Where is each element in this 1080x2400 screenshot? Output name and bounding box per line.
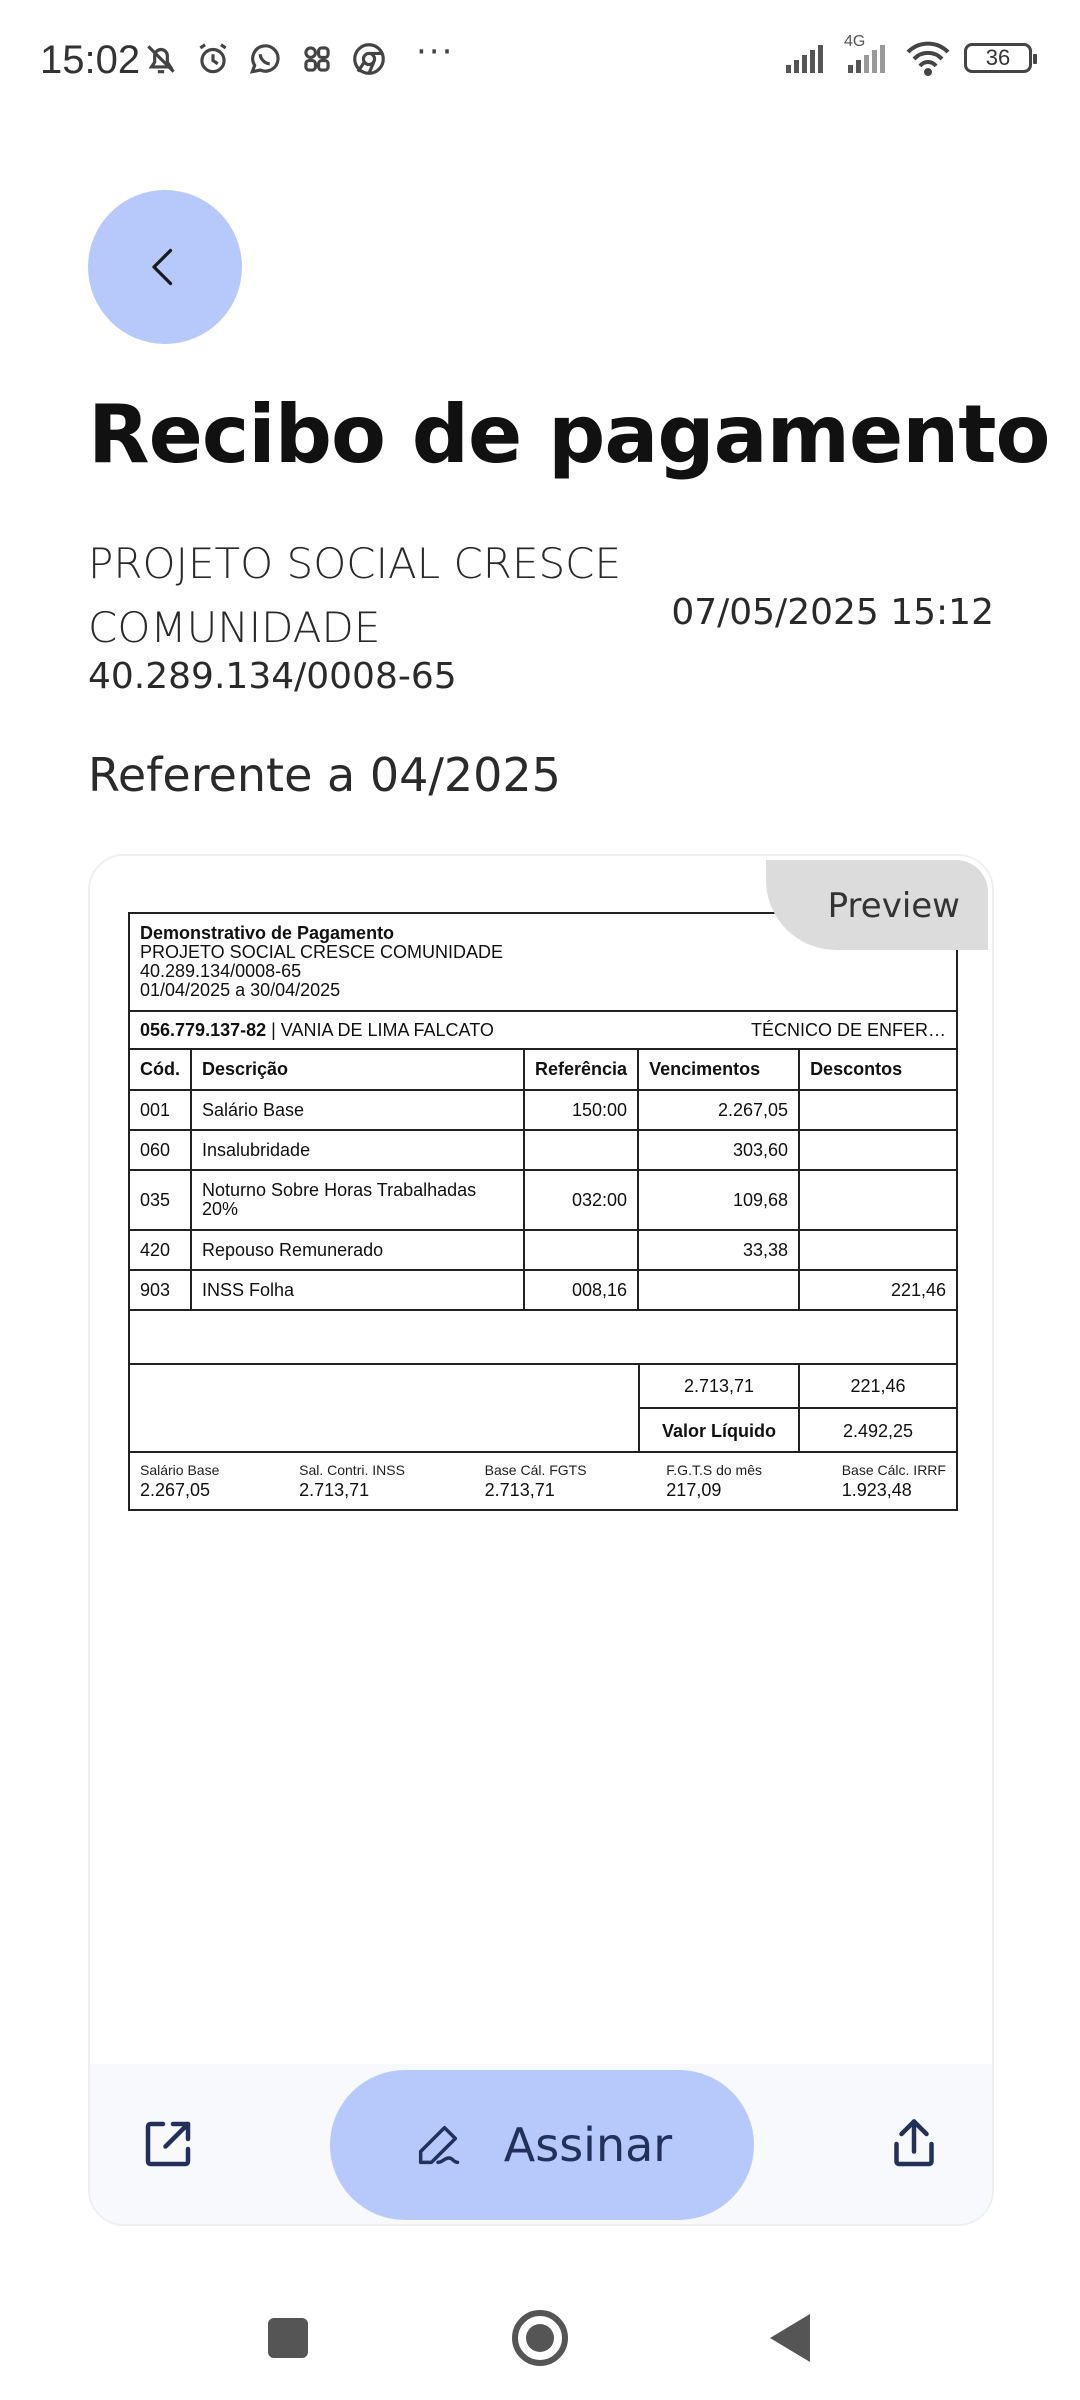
chrome-icon <box>350 40 388 78</box>
valor-liquido-value: 2.492,25 <box>798 1409 956 1453</box>
payslip-preview-card[interactable] <box>88 854 994 2226</box>
header-cod: Cód. <box>130 1050 191 1090</box>
system-back-button[interactable] <box>770 2314 810 2362</box>
status-time: 15:02 <box>40 38 141 82</box>
chevron-left-icon <box>143 245 187 289</box>
cell-referencia: 150:00 <box>524 1090 638 1130</box>
header-descricao: Descrição <box>191 1050 524 1090</box>
fgts-do-mes <box>666 1461 762 1501</box>
base-value: 217,09 <box>666 1480 722 1500</box>
document-title: Demonstrativo de Pagamento <box>140 923 395 943</box>
base-salario <box>140 1461 219 1501</box>
reference-period: Referente a 04/2025 <box>88 748 561 802</box>
cell-cod: 060 <box>130 1130 191 1170</box>
cell-descricao: Noturno Sobre Horas Trabalhadas 20% <box>191 1170 524 1230</box>
cell-cod: 035 <box>130 1170 191 1230</box>
cell-descontos <box>799 1090 956 1130</box>
cell-vencimentos: 109,68 <box>638 1170 799 1230</box>
base-value: 2.713,71 <box>299 1480 370 1500</box>
sign-button[interactable] <box>330 2070 754 2220</box>
cell-vencimentos: 2.267,05 <box>638 1090 799 1130</box>
cell-vencimentos: 303,60 <box>638 1130 799 1170</box>
pen-signature-icon <box>412 2119 464 2171</box>
document-period: 01/04/2025 a 30/04/2025 <box>140 980 341 1000</box>
totals-block <box>130 1365 956 1453</box>
empty-row <box>130 1311 956 1365</box>
employee-name: | VANIA DE LIMA FALCATO <box>266 1019 494 1040</box>
table-row <box>130 1270 956 1310</box>
employee-id: 056.779.137-82 <box>140 1019 267 1040</box>
base-value: 2.267,05 <box>140 1480 211 1500</box>
base-label: Salário Base <box>140 1462 220 1478</box>
system-nav-bar <box>0 2300 1080 2400</box>
company-cnpj: 40.289.134/0008-65 <box>88 656 457 697</box>
company-name: PROJETO SOCIAL CRESCE COMUNIDADE <box>88 539 622 652</box>
payslip-document <box>128 912 958 1511</box>
page-title: Recibo de pagamento <box>88 388 1050 481</box>
app-grid-icon <box>298 40 336 78</box>
wifi-icon <box>904 40 952 76</box>
header-descontos: Descontos <box>799 1050 956 1090</box>
base-fgts <box>485 1461 587 1501</box>
total-vencimentos: 2.713,71 <box>638 1365 798 1409</box>
cell-referencia <box>524 1130 638 1170</box>
share-icon[interactable] <box>884 2114 944 2174</box>
whatsapp-icon <box>246 40 284 78</box>
cell-descricao: Insalubridade <box>191 1130 524 1170</box>
cell-cod: 420 <box>130 1230 191 1270</box>
bases-row <box>130 1453 956 1509</box>
document-cnpj: 40.289.134/0008-65 <box>140 961 302 981</box>
cell-descontos <box>799 1130 956 1170</box>
table-row <box>130 1170 956 1230</box>
preview-badge <box>766 860 988 950</box>
more-notifications-icon: ··· <box>416 32 455 72</box>
cell-referencia: 008,16 <box>524 1270 638 1310</box>
payslip-items-table <box>130 1050 956 1311</box>
cell-descontos: 221,46 <box>799 1270 956 1310</box>
cell-cod: 903 <box>130 1270 191 1310</box>
notification-icons <box>142 32 455 78</box>
cell-referencia: 032:00 <box>524 1170 638 1230</box>
header-vencimentos: Vencimentos <box>638 1050 799 1090</box>
base-label: Base Cálc. IRRF <box>841 1462 946 1478</box>
system-icons <box>786 33 1032 76</box>
total-descontos: 221,46 <box>798 1365 956 1409</box>
action-bar <box>90 2064 992 2224</box>
open-external-icon[interactable] <box>138 2114 198 2174</box>
valor-liquido-label: Valor Líquido <box>638 1409 798 1453</box>
preview-label: Preview <box>827 886 960 926</box>
home-button[interactable] <box>512 2310 568 2366</box>
base-value: 1.923,48 <box>841 1480 912 1500</box>
cell-vencimentos <box>638 1270 799 1310</box>
alarm-icon <box>194 40 232 78</box>
cell-descontos <box>799 1170 956 1230</box>
recents-button[interactable] <box>268 2318 308 2358</box>
cell-vencimentos: 33,38 <box>638 1230 799 1270</box>
cell-descontos <box>799 1230 956 1270</box>
cell-descricao: INSS Folha <box>191 1270 524 1310</box>
base-value: 2.713,71 <box>484 1480 555 1500</box>
table-row <box>130 1130 956 1170</box>
base-label: F.G.T.S do mês <box>666 1462 762 1478</box>
battery-icon: 36 <box>964 43 1032 73</box>
table-row <box>130 1230 956 1270</box>
table-row <box>130 1090 956 1130</box>
base-label: Sal. Contri. INSS <box>299 1462 405 1478</box>
issue-datetime: 07/05/2025 15:12 <box>671 592 994 633</box>
bell-off-icon <box>142 40 180 78</box>
base-label: Base Cál. FGTS <box>484 1462 587 1478</box>
header-referencia: Referência <box>524 1050 638 1090</box>
cell-descricao: Repouso Remunerado <box>191 1230 524 1270</box>
employee-role: TÉCNICO DE ENFER… <box>750 1019 946 1040</box>
signal-4g-icon: 4G <box>844 41 892 75</box>
cell-cod: 001 <box>130 1090 191 1130</box>
status-bar <box>0 0 1080 128</box>
signal-icon <box>786 41 832 75</box>
cell-descricao: Salário Base <box>191 1090 524 1130</box>
base-irrf <box>842 1461 946 1501</box>
table-header-row <box>130 1050 956 1090</box>
base-inss <box>299 1461 405 1501</box>
cell-referencia <box>524 1230 638 1270</box>
employee-row <box>130 1012 956 1050</box>
document-company: PROJETO SOCIAL CRESCE COMUNIDADE <box>140 942 504 962</box>
sign-button-label: Assinar <box>503 2118 673 2172</box>
back-button[interactable] <box>88 190 242 344</box>
